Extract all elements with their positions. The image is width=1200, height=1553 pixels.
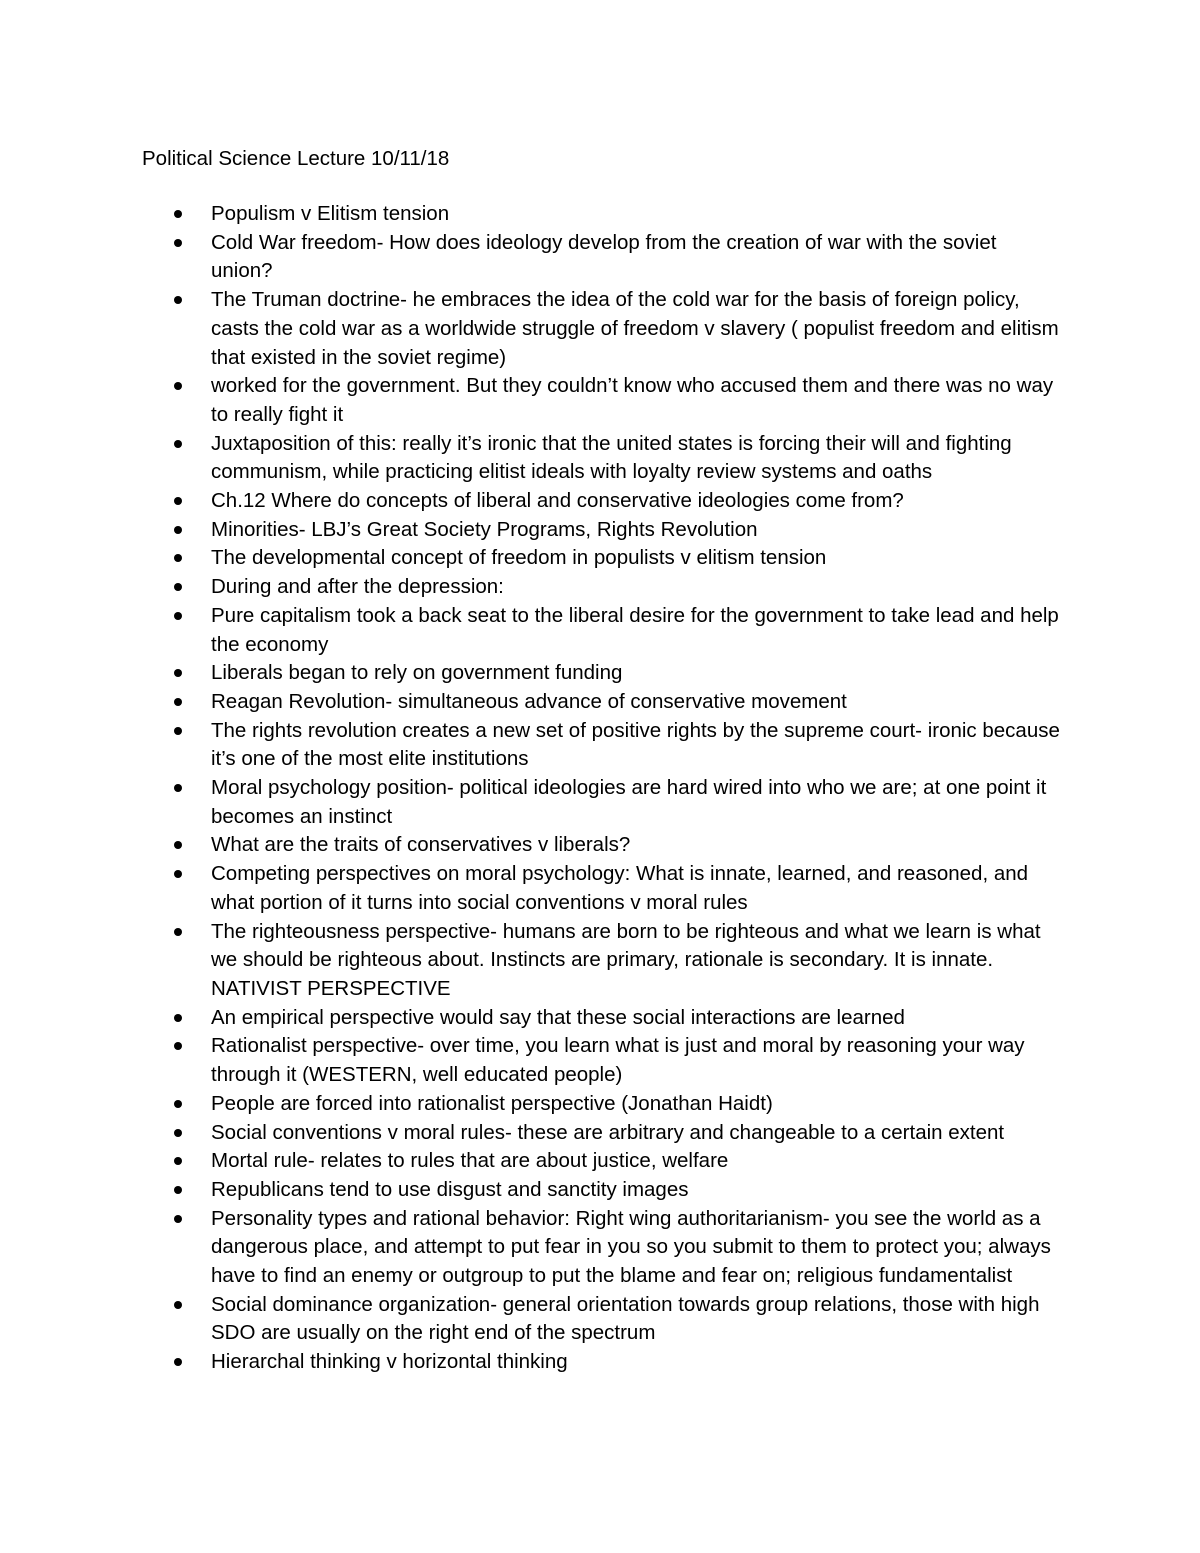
list-item <box>142 1090 1062 1119</box>
list-item <box>142 602 1062 659</box>
bullet-icon <box>174 669 182 677</box>
bullet-icon <box>174 1186 182 1194</box>
list-item-text: The Truman doctrine- he embraces the idea of the cold war for the basis of foreign policy, casts the cold war as a worldwide struggle of freedom v slavery ( populist freedom and elitism that existed in the soviet regime) <box>211 288 1059 369</box>
bullet-icon <box>174 1042 182 1050</box>
bullet-icon <box>174 583 182 591</box>
bullet-icon <box>174 1014 182 1022</box>
list-item <box>142 286 1062 372</box>
list-item <box>142 1348 1062 1377</box>
list-item-text: The righteousness perspective- humans are born to be righteous and what we learn is what we should be righteous about. Instincts are primary, rationale is secondary. It is innate. NATIVIST PERSPECTIVE <box>211 919 1041 1000</box>
list-item-text: Personality types and rational behavior: Right wing authoritarianism- you see the world as a dangerous place, and attempt to put fear in you so you submit to them to protect you; always have to find an enemy or outgroup to put the blame and fear on; religious fundamentalist <box>211 1206 1051 1288</box>
bullet-list <box>142 200 1062 1377</box>
list-item <box>142 1147 1062 1176</box>
list-item-text: Competing perspectives on moral psychology: What is innate, learned, and reasoned, and what portion of it turns into social conventions v moral rules <box>211 862 1029 914</box>
list-item <box>142 1032 1062 1089</box>
list-item <box>142 1205 1062 1291</box>
list-item-text: Reagan Revolution- simultaneous advance of conservative movement <box>211 689 847 713</box>
bullet-icon <box>174 1157 182 1165</box>
bullet-icon <box>174 554 182 562</box>
list-item-text: Moral psychology position- political ideologies are hard wired into who we are; at one point it becomes an instinct <box>211 776 1047 828</box>
bullet-icon <box>174 870 182 878</box>
list-item-text: Minorities- LBJ’s Great Society Programs, Rights Revolution <box>211 517 758 541</box>
bullet-icon <box>174 239 182 247</box>
bullet-icon <box>174 1358 182 1366</box>
list-item <box>142 1291 1062 1348</box>
list-item <box>142 573 1062 602</box>
list-item-text: An empirical perspective would say that these social interactions are learned <box>211 1005 905 1029</box>
bullet-icon <box>174 698 182 706</box>
list-item <box>142 544 1062 573</box>
bullet-icon <box>174 612 182 620</box>
list-item <box>142 659 1062 688</box>
bullet-icon <box>174 526 182 534</box>
list-item <box>142 1004 1062 1033</box>
list-item <box>142 229 1062 286</box>
list-item-text: People are forced into rationalist perspective (Jonathan Haidt) <box>211 1091 773 1115</box>
bullet-icon <box>174 1215 182 1223</box>
list-item-text: Republicans tend to use disgust and sanctity images <box>211 1177 689 1201</box>
list-item <box>142 688 1062 717</box>
bullet-icon <box>174 841 182 849</box>
list-item <box>142 1119 1062 1148</box>
list-item-text: Populism v Elitism tension <box>211 202 450 225</box>
bullet-icon <box>174 497 182 505</box>
bullet-icon <box>174 727 182 735</box>
list-item-text: Liberals began to rely on government funding <box>211 661 623 685</box>
list-item-text: Pure capitalism took a back seat to the liberal desire for the government to take lead and help the economy <box>211 603 1059 656</box>
bullet-icon <box>174 296 182 304</box>
list-item <box>142 516 1062 545</box>
list-item <box>142 1176 1062 1205</box>
list-item-text: Social conventions v moral rules- these are arbitrary and changeable to a certain extent <box>211 1120 1005 1144</box>
list-item <box>142 200 1062 229</box>
list-item <box>142 372 1062 429</box>
list-item <box>142 831 1062 860</box>
list-item-text: Rationalist perspective- over time, you learn what is just and moral by reasoning your way through it (WESTERN, well educated people) <box>211 1034 1025 1087</box>
list-item-text: worked for the government. But they couldn’t know who accused them and there was no way to really fight it <box>211 374 1054 426</box>
list-item-text: Ch.12 Where do concepts of liberal and conservative ideologies come from? <box>211 489 904 513</box>
list-item-text: The developmental concept of freedom in populists v elitism tension <box>211 546 827 570</box>
list-item-text: What are the traits of conservatives v liberals? <box>211 833 631 857</box>
bullet-icon <box>174 1301 182 1309</box>
bullet-icon <box>174 382 182 390</box>
list-item-text: Mortal rule- relates to rules that are about justice, welfare <box>211 1149 729 1173</box>
bullet-icon <box>174 928 182 936</box>
list-item-text: During and after the depression: <box>211 575 504 599</box>
list-item-text: Cold War freedom- How does ideology develop from the creation of war with the soviet union? <box>211 230 997 283</box>
bullet-icon <box>174 1129 182 1137</box>
bullet-icon <box>174 1100 182 1108</box>
bullet-icon <box>174 440 182 448</box>
list-item <box>142 918 1062 1004</box>
list-item <box>142 774 1062 831</box>
bullet-icon <box>174 784 182 792</box>
list-item-text: Social dominance organization- general orientation towards group relations, those with high SDO are usually on the right end of the spectrum <box>211 1292 1040 1345</box>
list-item-text: Juxtaposition of this: really it’s ironic that the united states is forcing their will and fighting communism, while practicing elitist ideals with loyalty review systems and oaths <box>211 431 1012 484</box>
list-item <box>142 430 1062 487</box>
list-item <box>142 860 1062 917</box>
bullet-icon <box>174 210 182 218</box>
list-item <box>142 717 1062 774</box>
list-item <box>142 487 1062 516</box>
document-title: Political Science Lecture 10/11/18 <box>142 147 450 170</box>
list-item-text: Hierarchal thinking v horizontal thinking <box>211 1350 568 1374</box>
list-item-text: The rights revolution creates a new set of positive rights by the supreme court- ironic because it’s one of the most elite institutions <box>211 718 1060 771</box>
